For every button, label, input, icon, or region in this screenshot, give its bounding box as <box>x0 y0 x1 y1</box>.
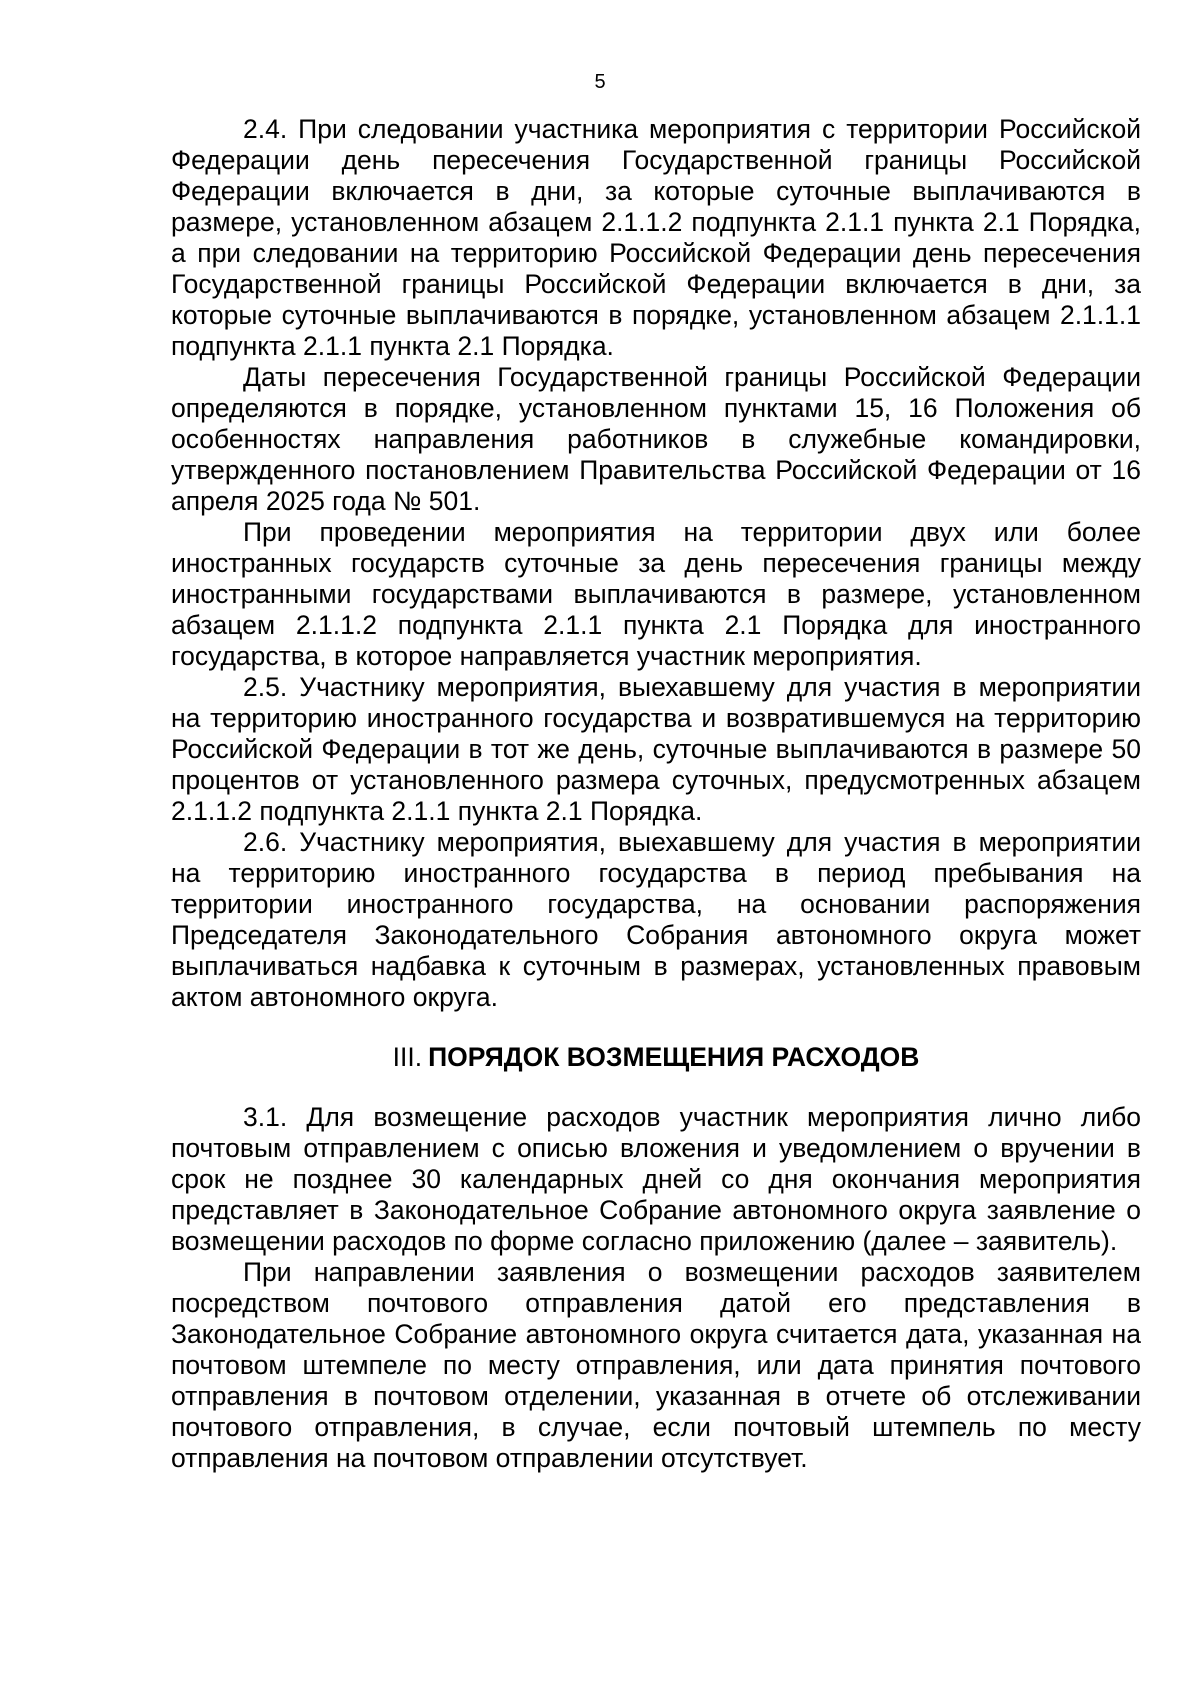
section-number: III. <box>392 1042 423 1072</box>
paragraph-multiple-states: При проведении мероприятия на территории двух или более иностранных государств суточные за день пересечения границы между иностранными государствами выплачиваются в размере, установленном абзацем 2.1.1.2 подпункта 2.1.1 пункта 2.1 Порядка для иностранного государства, в которое направляется участник мероприятия. <box>171 517 1141 671</box>
section-title: ПОРЯДОК ВОЗМЕЩЕНИЯ РАСХОДОВ <box>428 1042 920 1072</box>
paragraph-3-1: 3.1. Для возмещение расходов участник мероприятия лично либо почтовым отправлением с описью вложения и уведомлением о вручении в срок не позднее 30 календарных дней со дня окончания мероприятия представляет в Законодательное Собрание автономного округа заявление о возмещении расходов по форме согласно приложению (далее – заявитель). <box>171 1102 1141 1256</box>
paragraph-2-6: 2.6. Участнику мероприятия, выехавшему для участия в мероприятии на территорию иностранного государства в период пребывания на территории иностранного государства, на основании распоряжения Председателя Законодательного Собрания автономного округа может выплачиваться надбавка к суточным в размерах, установленных правовым актом автономного округа. <box>171 827 1141 1012</box>
paragraph-2-5: 2.5. Участнику мероприятия, выехавшему для участия в мероприятии на территорию иностранного государства и возвратившемуся на территорию Российской Федерации в тот же день, суточные выплачиваются в размере 50 процентов от установленного размера суточных, предусмотренных абзацем 2.1.1.2 подпункта 2.1.1 пункта 2.1 Порядка. <box>171 672 1141 826</box>
page-number: 5 <box>594 71 606 93</box>
paragraph-border-dates: Даты пересечения Государственной границы Российской Федерации определяются в порядке, установленном пунктами 15, 16 Положения об особенностях направления работников в служебные командировки, утвержденного постановлением Правительства Российской Федерации от 16 апреля 2025 года № 501. <box>171 362 1141 516</box>
document-body <box>171 114 1141 1474</box>
section-heading <box>171 1042 1141 1073</box>
paragraph-postal-submission: При направлении заявления о возмещении расходов заявителем посредством почтового отправления датой его представления в Законодательное Собрание автономного округа считается дата, указанная на почтовом штемпеле по месту отправления, или дата принятия почтового отправления в почтовом отделении, указанная в отчете об отслеживании почтового отправления, в случае, если почтовый штемпель по месту отправления на почтовом отправлении отсутствует. <box>171 1257 1141 1473</box>
paragraph-2-4: 2.4. При следовании участника мероприятия с территории Российской Федерации день пересечения Государственной границы Российской Федерации включается в дни, за которые суточные выплачиваются в размере, установленном абзацем 2.1.1.2 подпункта 2.1.1 пункта 2.1 Порядка, а при следовании на территорию Российской Федерации день пересечения Государственной границы Российской Федерации включается в дни, за которые суточные выплачиваются в порядке, установленном абзацем 2.1.1.1 подпункта 2.1.1 пункта 2.1 Порядка. <box>171 114 1141 361</box>
